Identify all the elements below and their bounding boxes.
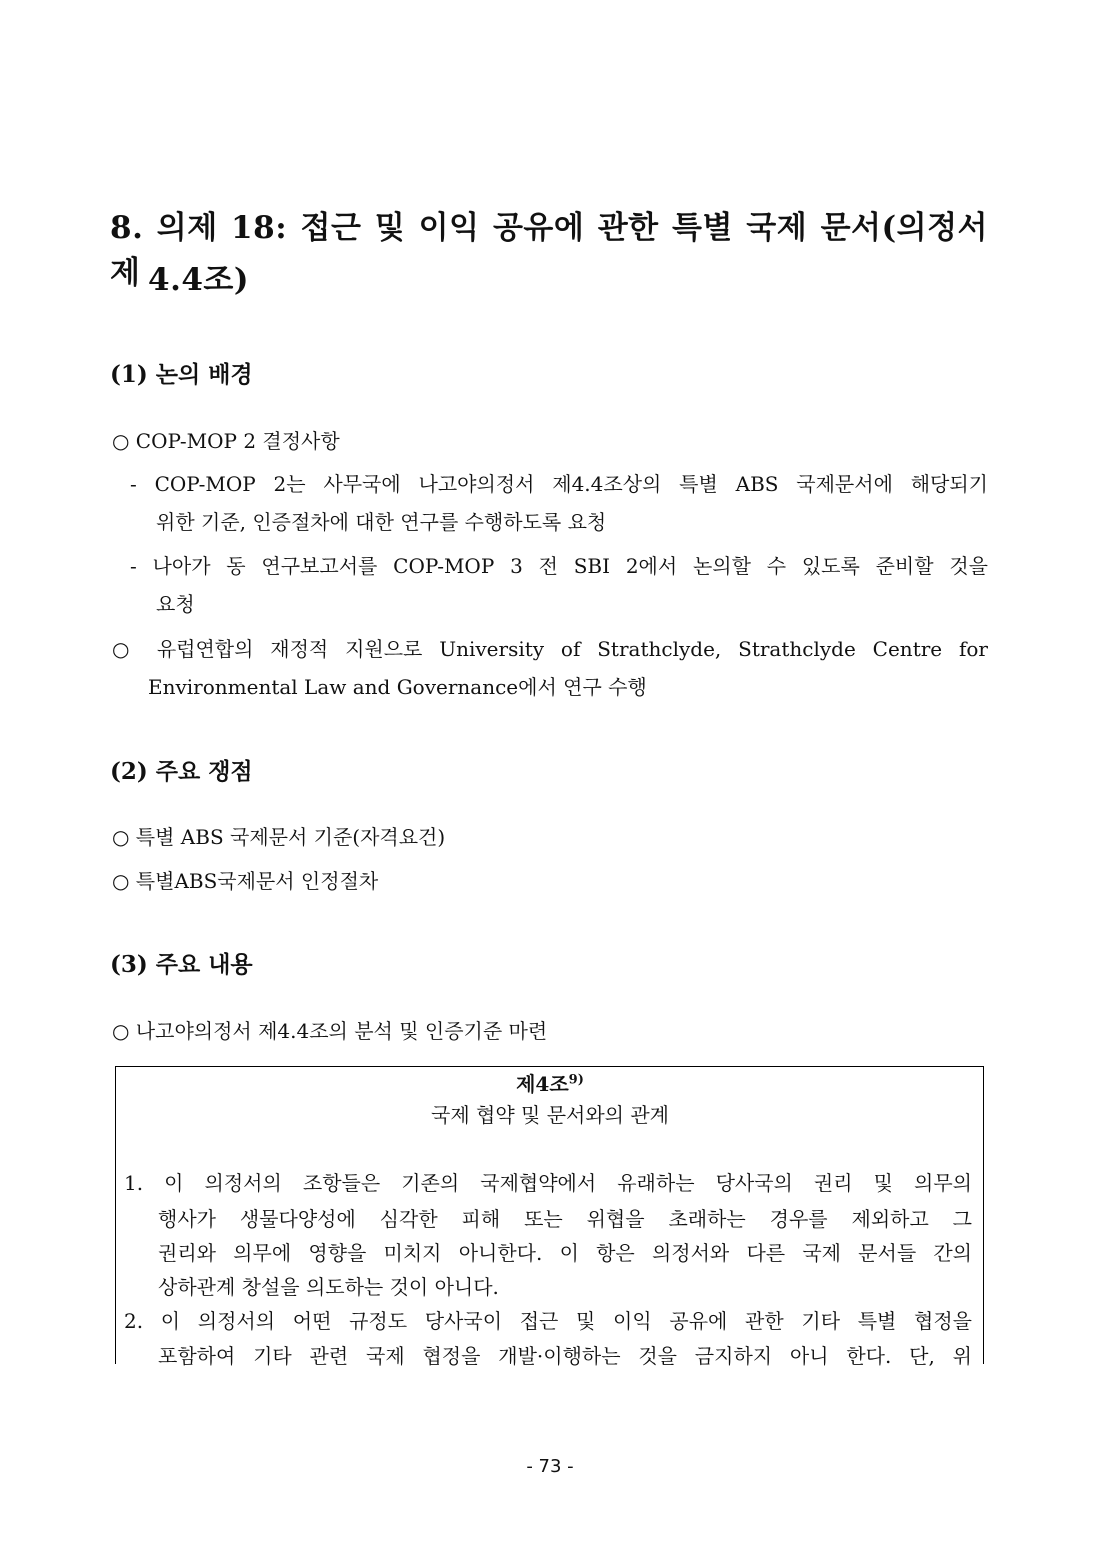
article-item1-line3: 권리와 의무에 영향을 미치지 아니한다. 이 항은 의정서와 다른 국제 문서들 간의 [158,1241,972,1265]
article-title [0,1068,1100,1097]
dash-item-request-study-line1: - COP-MOP 2는 사무국에 나고야의정서 제4.4조상의 특별 ABS 국제문서에 해당되기 [130,472,988,496]
article-title-text: 제4조 [516,1072,569,1096]
page-heading-line2: 4.4조) [148,262,250,298]
article-item1-line1: 1. 이 의정서의 조항들은 기존의 국제협약에서 유래하는 당사국의 권리 및 의무의 [124,1171,972,1195]
dash-item-prepare-report-line1: - 나아가 동 연구보고서를 COP-MOP 3 전 SBI 2에서 논의할 수 있도록 준비할 것을 [130,554,988,578]
article-item2-line2: 포함하여 기타 관련 국제 협정을 개발·이행하는 것을 금지하지 아니 한다. 단, 위 [158,1344,972,1368]
article-item1-line2: 행사가 생물다양성에 심각한 피해 또는 위협을 초래하는 경우를 제외하고 그 [158,1207,972,1231]
bullet-cop-mop-decision: ○ COP-MOP 2 결정사항 [112,429,340,453]
bullet-analysis-article-4-4: ○ 나고야의정서 제4.4조의 분석 및 인증기준 마련 [112,1019,548,1043]
article-item2-line1: 2. 이 의정서의 어떤 규정도 당사국이 접근 및 이익 공유에 관한 기타 특별 협정을 [124,1309,972,1333]
footnote-reference: 9) [568,1072,584,1088]
dash-item-request-study-line2: 위한 기준, 인증절차에 대한 연구를 수행하도록 요청 [156,510,607,534]
section-title-main-content: (3) 주요 내용 [110,951,253,978]
page-heading-line1: 8. 의제 18: 접근 및 이익 공유에 관한 특별 국제 문서(의정서 제 [110,210,988,291]
bullet-eu-funding-line1: ○ 유럽연합의 재정적 지원으로 University of Strathclyde, Strathclyde Centre for [112,637,988,661]
dash-item-prepare-report-line2: 요청 [156,592,195,616]
section-title-background: (1) 논의 배경 [110,361,253,388]
article-item1-line4: 상하관계 창설을 의도하는 것이 아니다. [158,1275,499,1299]
bullet-abs-recognition-procedure: ○ 특별ABS국제문서 인정절차 [112,869,379,893]
bullet-eu-funding-line2: Environmental Law and Governance에서 연구 수행 [148,675,647,699]
article-subtitle: 국제 협약 및 문서와의 관계 [431,1103,669,1127]
bullet-abs-criteria: ○ 특별 ABS 국제문서 기준(자격요건) [112,825,446,849]
page-number: - 73 - [526,1456,574,1477]
section-title-key-issues: (2) 주요 쟁점 [110,758,253,785]
